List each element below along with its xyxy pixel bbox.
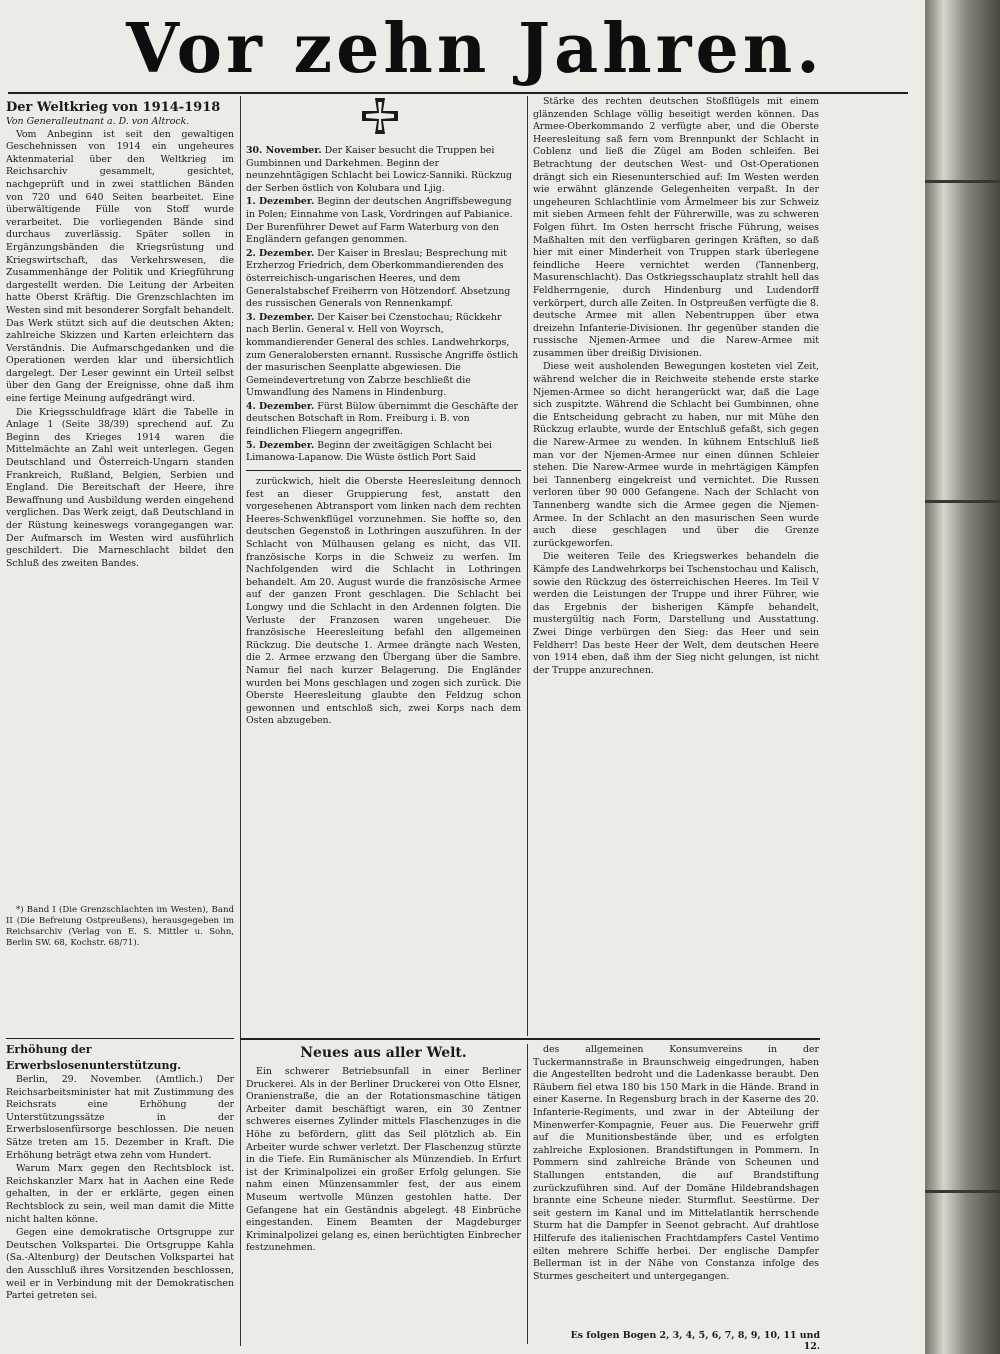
section-body-marx: Warum Marx gegen den Rechtsblock ist. Reichskanzler Marx hat in Aachen eine Rede gehalten, in der er erklärte, gegen einen Rechtsblock zu sein, weil man damit die Mitte nicht halten könne. [6,1163,234,1225]
news-column-right [533,1044,819,1326]
section-body-unemployment: Berlin, 29. November. (Amtlich.) Der Reichsarbeitsminister hat mit Zustimmung des Reichsrats eine Erhöhung der Unterstützungssätze in der Erwerbslosenfürsorge beschlossen. Die neuen Sätze treten am 15. Dezember in Kraft. Die Erhöhung beträgt etwa zehn vom Hundert. [6,1074,234,1161]
chronicle-entry-2: 2. Dezember. Der Kaiser in Breslau; Besprechung mit Erzherzog Friedrich, dem Oberkommandierenden des österreichisch-ungarischen Heeres, und dem Generalstabschef Freiherrn von Hötzendorf. Absetzung des russischen Generals von Rennenkampf. [246,247,511,310]
lower-divider [240,1038,820,1040]
news-column-left [246,1044,521,1344]
chronicle-entry-4: 4. Dezember. Fürst Bülow übernimmt die Geschäfte der deutschen Botschaft in Rom. Freiburg i. B. von feindlichen Fliegern angegriffen. [246,400,519,438]
left-column [6,100,234,900]
right-body: Stärke des rechten deutschen Stoßflügels mit einem glänzenden Schlage völlig beseitigt werden können. Das Armee-Oberkommando 2 verfügte aber, und die Oberste Heeresleitung saß fern vom Brennpunkt der Schlacht in Coblenz und ließ die Zügel am Boden schleifen. Bei Betrachtung der deutschen West- und Ost-Operationen drängt sich ein Riesenunterschied auf: Im Westen werden wie erwähnt glänzende Gelegenheiten verpaßt. In der ungeheuren Schlachtlinie vom Ärmelmeer bis zur Schweiz mit sieben Armeen fehlt der Führerwille, was zu schweren Folgen führt. Im Osten herrscht frische Führung, weises Maßhalten mit den verfügbaren geringen Kräften, so daß hier mit einer Minderheit von Truppen stark überlegene feindliche Heere vernichtet werden (Tannenberg, Masurenschlacht). Das Ostkriegsschauplatz strahlt hell das Feldherrngenie, durch Hindenburg und Ludendorff verkörpert, durch alle Zeiten. In Ostpreußen verfügte die 8. deutsche Armee mit allen Nebentruppen über etwa dreizehn Infanterie-Divisionen. Ihr gegenüber standen die russische Njemen-Armee und die Narew-Armee mit zusammen über dreißig Divisionen. [533,96,819,359]
iron-cross-icon [360,96,400,136]
left-divider [6,1038,234,1039]
article-body: Vom Anbeginn ist seit den gewaltigen Geschehnissen von 1914 ein ungeheures Aktenmaterial über den Weltkrieg im Reichsarchiv gesammelt, gesichtet, nachgeprüft und in zwei stattlichen Bänden von 720 und 640 Seiten bearbeitet. Eine überwältigende Fülle von Stoff wurde verarbeitet. Die vorliegenden Bände sind durchaus zuverlässig. Später sollen in Ergänzungsbänden die Kriegsrüstung und Kriegswirtschaft, das Verkehrswesen, die Zusammenhänge der Politik und Kriegführung dargestellt werden. Die Leitung der Arbeiten hatte Oberst Kräftig. Die Grenzschlachten im Westen sind mit besonderer Sorgfalt behandelt. Das Werk stützt sich auf die deutschen Akten; zahlreiche Skizzen und Karten erleichtern das Verständnis. Die Aufmarschgedanken und die Operationen werden klar und übersichtlich dargelegt. Der Leser gewinnt ein Urteil selbst über den Gang der Ereignisse, ohne daß ihm eine fertige Meinung aufgedrängt wird. [6,128,234,405]
left-footnote [6,905,234,985]
column-divider-left [240,96,241,1346]
article-byline: Von Generalleutnant a. D. von Altrock. [6,116,190,127]
left-lower-column [6,1042,234,1347]
news-divider [527,1044,528,1344]
article-title: Der Weltkrieg von 1914-1918 [6,100,221,115]
chronicle-entry-5: 5. Dezember. Beginn der zweitägigen Schlacht bei Limanowa-Lapanow. Die Wüste östlich Port Said [246,439,493,464]
chronicle-entry-3: 3. Dezember. Der Kaiser bei Czenstochau; Rückkehr nach Berlin. General v. Hell von Woyrsch, kommandierender General des schles. Landwehrkorps, zum Generalobersten ernannt. Russische Angriffe östlich der masurischen Seenplatte abgewiesen. Die Gemeindevertretung von Zabrze beschließt die Umwandlung des Namens in Hindenburg. [246,311,519,399]
section-title-unemployment: Erhöhung der Erwerbslosenunterstützung. [6,1043,182,1072]
column-divider-right [527,96,528,1036]
center-divider [246,470,521,471]
book-spine [925,0,1000,1354]
chronicle-entry-1: 1. Dezember. Beginn der deutschen Angriffsbewegung in Polen; Einnahme von Lask, Vordringen auf Pabianice. Der Burenführer Dewet auf Farm Waterburg von den Engländern gefangen genommen. [246,196,513,246]
center-column [246,476,521,1031]
chronicle-list [246,145,521,465]
news-body-right: des allgemeinen Konsumvereins in der Tuckermannstraße in Braunschweig eingedrungen, haben die Angestellten bedroht und die Ladenkasse beraubt. Den Räubern fiel etwa 180 bis 150 Mark in die Hände. Brand in einer Kaserne. In Regensburg brach in der Kaserne des 20. Infanterie-Regiments, und zwar in der Abteilung der Minenwerfer-Kompagnie, Feuer aus. Die Feuerwehr griff auf die Munitionsbestände über, und es erfolgten zahlreiche Explosionen. Brandstiftungen in Pommern. In Pommern sind zahlreiche Brände von Scheunen und Stallungen entstanden, die auf Brandstiftung zurückzuführen sind. Auf der Domäne Hildebrandshagen brannte eine Scheune nieder. Sturmflut. Seestürme. Der seit gestern im Kanal und im Mittelatlantik herrschende Sturm hat die Dampfer in Seenot gebracht. Auf drahtlose Hilferufe des italienischen Frachtdampfers Castel Ventimo eilten mehrere Schiffe herbei. Der englische Dampfer Bellerman ist in der Nähe von Constanza infolge des Sturmes gescheitert und untergegangen. [533,1044,819,1282]
footnote-text: *) Band I (Die Grenzschlachten im Westen), Band II (Die Befreiung Ostpreußens), herausgegeben im Reichsarchiv (Verlag von E. S. Mittler u. Sohn, Berlin SW. 68, Kochstr. 68/71). [6,905,234,948]
news-section-title: Neues aus aller Welt. [300,1045,467,1061]
chronicle-entry-0: 30. November. Der Kaiser besucht die Truppen bei Gumbinnen und Darkehmen. Beginn der neunzehntägigen Schlacht bei Lowicz-Sanniki. Rückzug der Serben östlich von Kolubara und Ljig. [246,145,512,194]
news-body-left: Ein schwerer Betriebsunfall in einer Berliner Druckerei. Als in der Berliner Druckerei von Otto Elsner, Oranienstraße, die an der Rotationsmaschine tätigen Arbeiter damit beschäftigt waren, ein 30 Zentner schweres eisernes Zylinder mittels Flaschenzuges in die Höhe zu befördern, glitt das Seil plötzlich ab. Ein Arbeiter wurde schwer verletzt. Der Flaschenzug stürzte in die Tiefe. Ein Rumänischer als Münzendieb. In Erfurt ist der Kriminalpolizei ein großer Erfolg gelungen. Sie nahm einen Münzensammler fest, der aus einem Museum wertvolle Münzen gestohlen hatte. Der Gefangene hat ein Geständnis abgelegt. 48 Einbrüche eingestanden. Einem Beamten der Magdeburger Kriminalpolizei gelang es, einen berüchtigten Einbrecher festzunehmen. [246,1066,521,1254]
right-body-2: Diese weit ausholenden Bewegungen kosteten viel Zeit, während welcher die in Reichweite stehende erste starke Njemen-Armee so dicht herangerückt war, daß die Lage sich zuspitzte. Während die Schlacht bei Gumbinnen, ohne die Entscheidung gebracht zu haben, nur mit Mühe den Rückzug erlaubte, wurde der Entschluß gefaßt, sich gegen die Narew-Armee zu wenden. In kühnem Entschluß ließ man vor der Njemen-Armee nur einen dünnen Schleier stehen. Die Narew-Armee wurde in mehrtägigen Kämpfen bei Tannenberg eingekreist und vernichtet. Die Russen verloren über 90 000 Gefangene. Nach der Schlacht von Tannenberg wandte sich die Armee gegen die Njemen-Armee. In der Schlacht an den masurischen Seen wurde auch diese geschlagen und über die Grenze zurückgeworfen. [533,361,819,549]
right-body-3: Die weiteren Teile des Kriegswerkes behandeln die Kämpfe des Landwehrkorps bei Tschenstochau und Kalisch, sowie den Rückzug des österreichischen Heeres. Im Teil V werden die Leistungen der Truppe und ihrer Führer, wie das Ergebnis der bisherigen Kämpfe behandelt, mustergültig nach Form, Darstellung und Ausstattung. Zwei Dinge verbürgen den Sieg: das Heer und sein Feldherr! Das beste Heer der Welt, dem deutschen Heere von 1914 eben, daß ihm der Sieg nicht gelungen, ist nicht der Truppe anzurechnen. [533,551,819,676]
right-column [533,96,819,1036]
footer-note: Es folgen Bogen 2, 3, 4, 5, 6, 7, 8, 9, 10, 11 und 12. [570,1330,820,1352]
center-body: zurückwich, hielt die Oberste Heeresleitung dennoch fest an dieser Gruppierung fest, anstatt den vorgesehenen Abtransport vom linken nach dem rechten Heeres-Schwenkflügel vorzunehmen. Sie hoffte so, den deutschen Gegenstoß in Lothringen auszuführen. In der Schlacht von Mülhausen gelang es nicht, das VII. französische Korps in die Schweiz zu werfen. Im Nachfolgenden wird die Schlacht in Lothringen behandelt. Am 20. August wurde die französische Armee auf der ganzen Front geschlagen. Die Schlacht bei Longwy und die Schlacht in den Ardennen folgten. Die Verluste der Franzosen waren ungeheuer. Die französische Heeresleitung befahl den allgemeinen Rückzug. Die deutsche 1. Armee drängte nach Westen, die 2. Armee erzwang den Übergang über die Sambre. Namur fiel nach kurzer Belagerung. Die Engländer wurden bei Mons geschlagen und zogen sich zurück. Die Oberste Heeresleitung glaubte den Feldzug schon gewonnen und entschloß sich, zwei Korps nach dem Osten abzugeben. [246,476,521,727]
masthead-title: Vor zehn Jahren. [126,9,824,89]
section-body-party: Gegen eine demokratische Ortsgruppe zur Deutschen Volkspartei. Die Ortsgruppe Kahla (Sa.-Altenburg) der Deutschen Volkspartei hat den Ausschluß ihres Vorsitzenden beschlossen, weil er in Verbindung mit der Demokratischen Partei getreten sei. [6,1227,234,1302]
masthead-rule [8,92,908,94]
article-body-2: Die Kriegsschuldfrage klärt die Tabelle in Anlage 1 (Seite 38/39) sprechend auf. Zu Beginn des Krieges 1914 waren die Mittelmächte an Zahl weit unterlegen. Gegen Deutschland und Österreich-Ungarn standen Frankreich, Rußland, Belgien, Serbien und England. Die Bereitschaft der Heere, ihre Bewaffnung und Ausbildung werden eingehend verglichen. Das Werk zeigt, daß Deutschland in der Rüstung keineswegs vorangegangen war. Der Aufmarsch im Westen wird ausführlich geschildert. Die Marneschlacht bildet den Schluß des zweiten Bandes. [6,406,234,569]
